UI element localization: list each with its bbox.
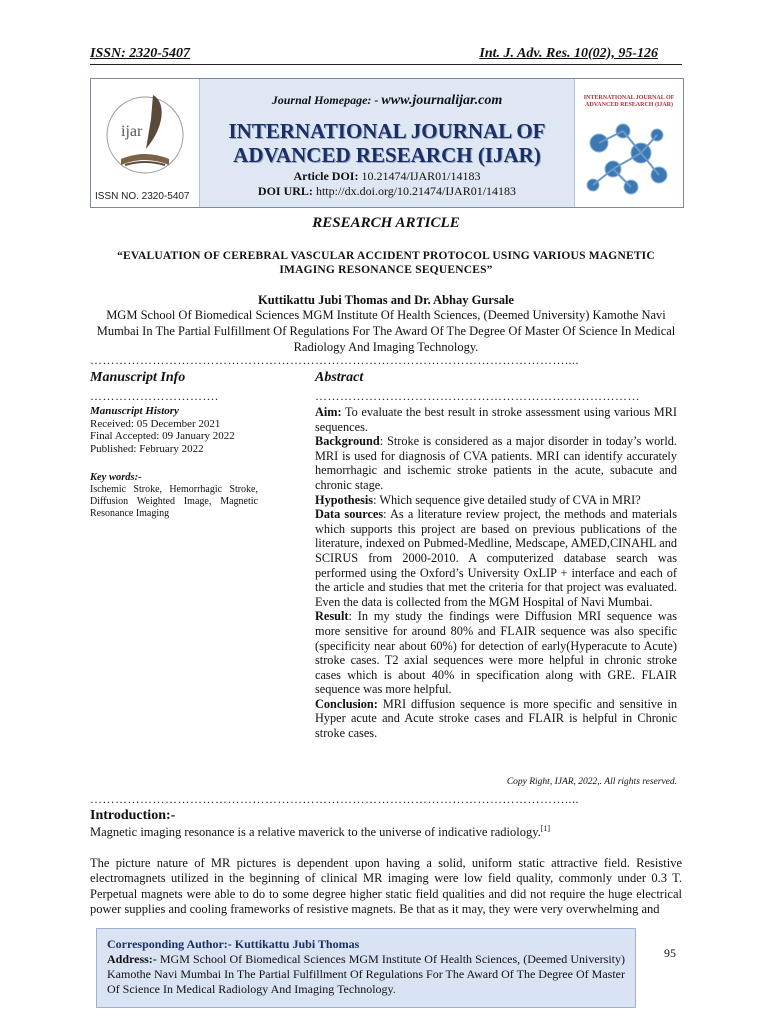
keywords: Ischemic Stroke, Hemorrhagic Stroke, Diffusion Weighted Image, Magnetic Resonance Imaging bbox=[90, 484, 258, 519]
journal-title-line2: ADVANCED RESEARCH (IJAR) bbox=[233, 143, 541, 167]
doi-value: 10.21474/IJAR01/14183 bbox=[361, 169, 481, 183]
abstract-hypothesis: Hypothesis: Which sequence give detailed study of CVA in MRI? bbox=[315, 492, 641, 507]
corresponding-author: Corresponding Author:- Kuttikattu Jubi Thomas bbox=[107, 937, 360, 951]
address-label: Address:- bbox=[107, 952, 157, 966]
abstract-heading: Abstract bbox=[315, 370, 364, 385]
abstract-aim: Aim: To evaluate the best result in stroke assessment using various MRI sequences. bbox=[315, 405, 677, 434]
separator-dots-2: …………………………………………………………………………………………………….... bbox=[90, 792, 579, 806]
abstract-background: Background: Stroke is considered as a major disorder in today’s world. MRI is used for diagnosis of CVA patients. MRI can identify accurately hemorrhagic and ischemic stroke patients in the acute, subacute and chronic stage. bbox=[315, 434, 677, 492]
intro-p2: The picture nature of MR pictures is dependent upon having a solid, uniform static attractive field. Resistive electromagnets utilized in the beginning of clinical MR imaging were low field quality, commonly under 0.3 T. Perpetual magnets were able to do to some degree higher static field qualities and did not require the huge electrical power supplies and cooling frameworks of resistive magnets. Be that as it may, they were very overwhelming and bbox=[90, 856, 682, 916]
cover-title: INTERNATIONAL JOURNAL OF ADVANCED RESEARCH (IJAR) bbox=[583, 95, 675, 108]
intro-heading: Introduction:- bbox=[90, 808, 176, 823]
logo-text: ijar bbox=[121, 123, 143, 140]
abstract-dots: …………………………………………………………………… bbox=[315, 389, 640, 403]
molecule-image bbox=[579, 113, 679, 203]
quill-book-icon bbox=[91, 79, 199, 207]
affiliation: MGM School Of Biomedical Sciences MGM Institute Of Health Sciences, (Deemed University) Kamothe Navi Mumbai In The Partial Fulfillment Of Regulations For The Award Of The Degree Of Master Of Science In Medical Radiology And Imaging Technology. bbox=[96, 308, 676, 354]
abstract-conclusion: Conclusion: MRI diffusion sequence is more specific and sensitive in Hyper acute and Acute stroke cases and FLAIR is helpful in Chronic stroke cases. bbox=[315, 696, 678, 741]
article-title-line2: IMAGING RESONANCE SEQUENCES” bbox=[279, 264, 493, 276]
page-number: 95 bbox=[664, 946, 676, 960]
corresponding-author-box bbox=[96, 928, 636, 1008]
manuscript-info-heading: Manuscript Info bbox=[90, 370, 186, 385]
doi-url-link[interactable]: http://dx.doi.org/10.21474/IJAR01/14183 bbox=[315, 184, 517, 198]
abstract-result: Result: In my study the findings were Diffusion MRI sequence was more sensitive for around 80% and FLAIR sequence was also specific (specificity near about 60%) for detection of early(Hyperacute to Acute) stroke cases. T2 axial sequences were more helpful in chronic stroke cases which is about 40% in specification along with GRE. FLAIR sequence was more helpful. bbox=[315, 609, 677, 697]
copyright: Copy Right, IJAR, 2022,. All rights reserved. bbox=[506, 777, 677, 787]
abstract-body bbox=[315, 405, 677, 741]
logo-issn: ISSN NO. 2320-5407 bbox=[95, 191, 190, 202]
doi-url-label: DOI URL: bbox=[257, 184, 313, 198]
manuscript-history bbox=[90, 405, 270, 455]
journal-logo bbox=[91, 79, 200, 207]
issn-header: ISSN: 2320-5407 bbox=[90, 46, 190, 61]
corresponding-address bbox=[107, 952, 625, 997]
doi-block bbox=[199, 169, 575, 199]
journal-cover bbox=[574, 79, 683, 207]
separator-dots: …………………………………………………………………………………………………….... bbox=[90, 353, 579, 367]
article-title-line1: “EVALUATION OF CEREBRAL VASCULAR ACCIDENT PROTOCOL USING VARIOUS MAGNETIC bbox=[117, 250, 655, 262]
history-label: Manuscript History bbox=[90, 405, 179, 417]
manuscript-dots: …………………………. bbox=[90, 389, 219, 403]
doi-label: Article DOI: bbox=[293, 169, 359, 183]
citation-ref[interactable]: [1] bbox=[540, 824, 551, 833]
published-date: Published: February 2022 bbox=[90, 442, 204, 455]
article-title bbox=[90, 249, 682, 277]
address-text: MGM School Of Biomedical Sciences MGM Institute Of Health Sciences, (Deemed University) Kamothe Navi Mumbai In The Partial Fulfillment Of Regulations For The Award Of The Degree Of Master Of Science In Medical Radiology And Imaging Technology. bbox=[107, 952, 625, 996]
article-type: RESEARCH ARTICLE bbox=[312, 215, 460, 231]
accepted-date: Final Accepted: 09 January 2022 bbox=[90, 430, 235, 442]
homepage-link[interactable]: www.journalijar.com bbox=[381, 93, 503, 108]
homepage-label: Journal Homepage: - bbox=[271, 93, 379, 107]
intro-p1 bbox=[90, 824, 682, 840]
journal-title bbox=[199, 119, 575, 167]
abstract-datasources: Data sources: As a literature review project, the methods and materials which supports this project are based on previous publications of the literature, indexed on Pubmed-Medline, Medscape, AMED,CINAHL and SCIRUS from 2000-2010. A computerized database search was performed using the Oxford’s University OxLIP + interface and each of the article and studies that met the criteria for that project was evaluated. Even the data is collected from the MGM Hospital of Navi Mumbai. bbox=[315, 507, 677, 609]
received-date: Received: 05 December 2021 bbox=[90, 417, 221, 430]
keywords-block bbox=[90, 472, 258, 520]
header-rule bbox=[90, 64, 682, 65]
intro-p1-text: Magnetic imaging resonance is a relative maverick to the universe of indicative radiology. bbox=[90, 825, 541, 840]
journal-banner bbox=[90, 78, 684, 208]
journal-title-line1: INTERNATIONAL JOURNAL OF bbox=[228, 119, 546, 143]
keywords-label: Key words:- bbox=[90, 472, 142, 483]
authors: Kuttikattu Jubi Thomas and Dr. Abhay Gursale bbox=[258, 293, 514, 307]
citation-header: Int. J. Adv. Res. 10(02), 95-126 bbox=[479, 46, 658, 61]
homepage-line bbox=[199, 93, 575, 109]
